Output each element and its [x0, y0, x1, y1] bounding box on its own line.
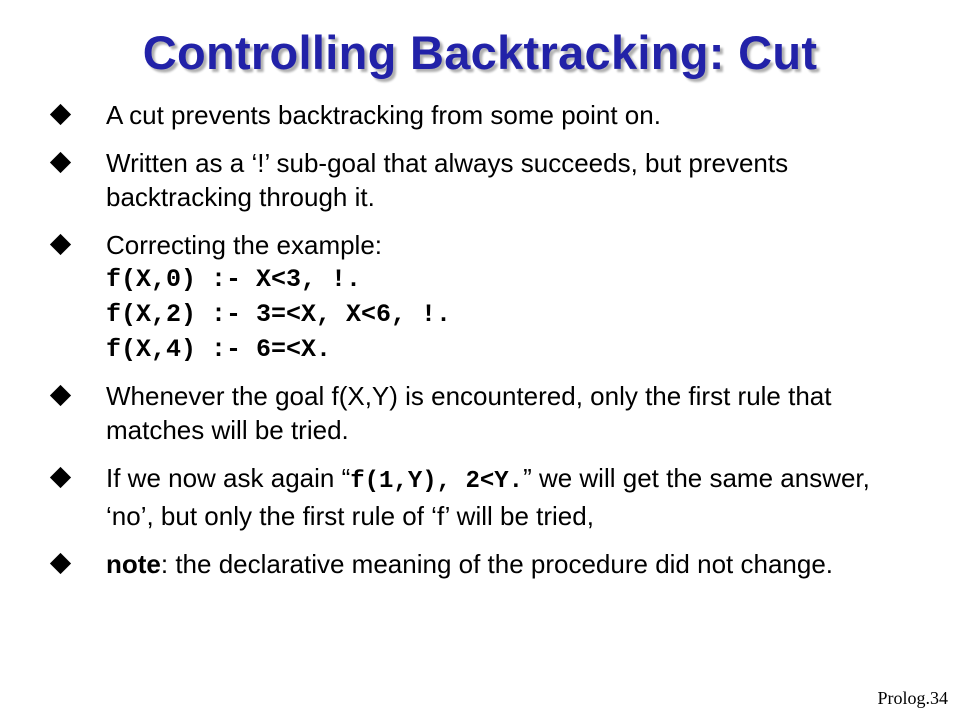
code-line-1: f(X,0) :- X<3, !.: [106, 265, 362, 294]
bullet-list: [40, 98, 920, 581]
bullet-text-3: Correcting the example:: [106, 230, 383, 260]
diamond-bullet-icon: [50, 467, 71, 488]
bullet-text-1: A cut prevents backtracking from some point on.: [106, 100, 661, 130]
slide-title: Controlling Backtracking: Cut: [142, 26, 818, 79]
diamond-bullet-icon: [50, 104, 71, 125]
bullet-item-5: [40, 461, 920, 533]
bullet-text-6: : the declarative meaning of the procedure did not change.: [160, 549, 834, 579]
code-line-3: f(X,4) :- 6=<X.: [106, 335, 332, 364]
diamond-bullet-icon: [50, 152, 71, 173]
diamond-bullet-icon: [50, 385, 71, 406]
diamond-bullet-icon: [50, 553, 71, 574]
bullet-item-3: [40, 228, 920, 367]
slide-footer: Prolog.34: [877, 688, 948, 708]
bullet-text-5-after: ” we will get the same answer, ‘no’, but only the first rule of ‘f’ will be tried,: [106, 463, 870, 531]
bullet-item-6: [40, 547, 920, 581]
bullet-item-2: [40, 146, 920, 214]
bullet-text-5-before: If we now ask again “: [106, 463, 351, 493]
bullet-item-1: [40, 98, 920, 132]
code-line-2: f(X,2) :- 3=<X, X<6, !.: [106, 300, 452, 329]
bullet-text-4: Whenever the goal f(X,Y) is encountered, only the first rule that matches will be tried.: [106, 381, 832, 445]
diamond-bullet-icon: [50, 234, 71, 255]
inline-code-query: f(1,Y), 2<Y.: [350, 468, 524, 495]
bullet-text-2: Written as a ‘!’ sub-goal that always succeeds, but prevents backtracking through it.: [106, 148, 789, 212]
note-label: note: [106, 549, 161, 579]
bullet-item-4: [40, 379, 920, 447]
